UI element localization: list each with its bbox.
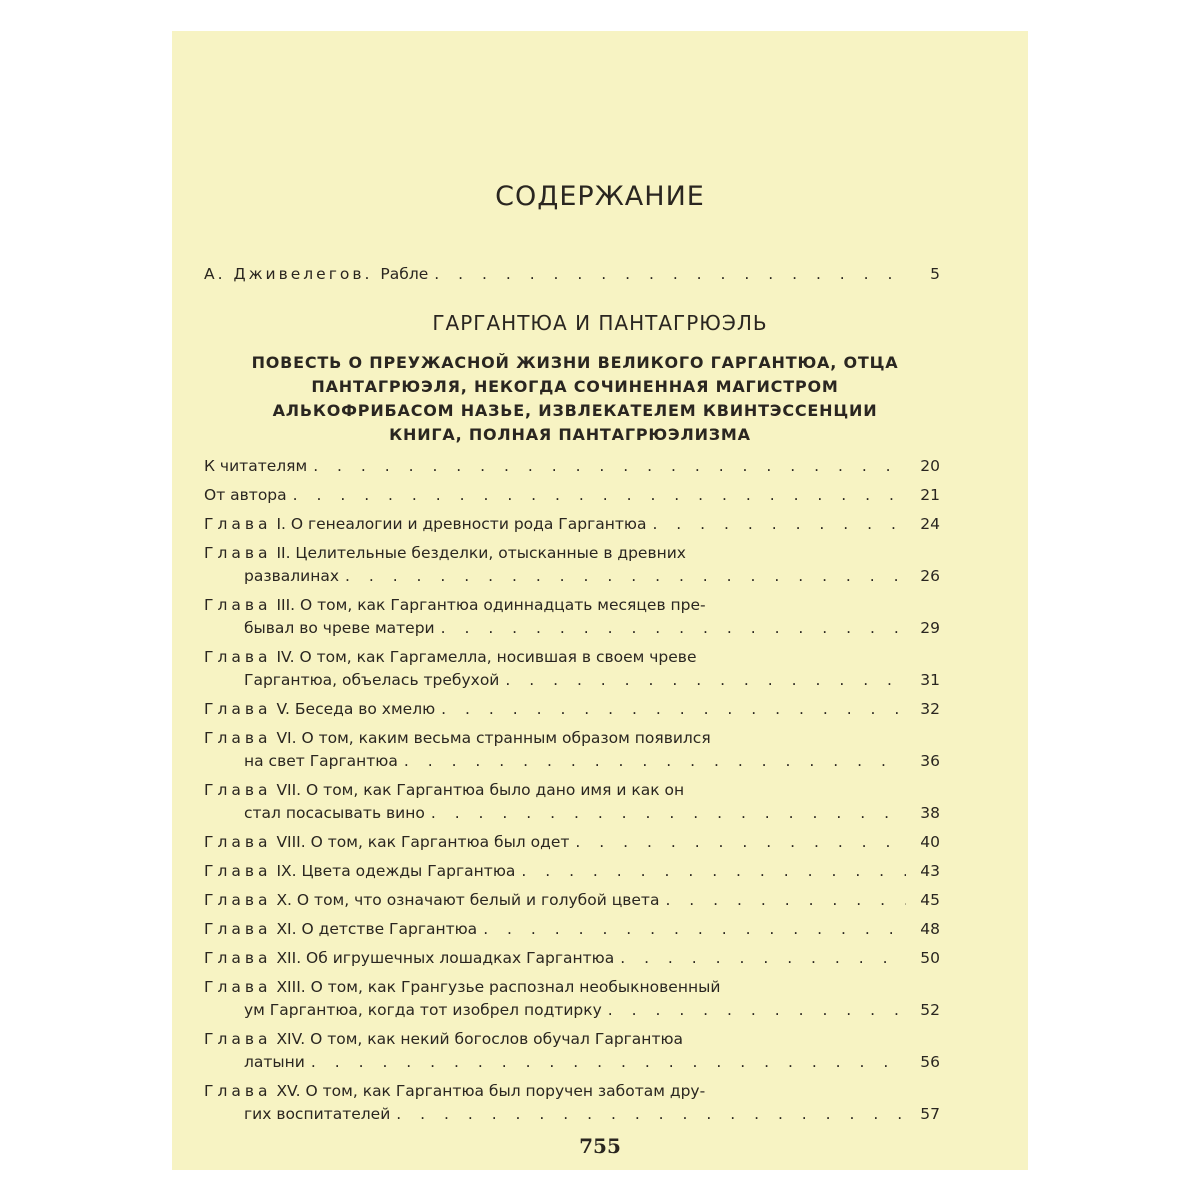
toc-entry-line — [204, 669, 940, 692]
toc-entry-line — [204, 1028, 940, 1051]
chapter-title: Гаргантюа, объелась требухой — [244, 671, 500, 689]
chapter-label: Глава — [204, 862, 272, 880]
chapter-title: XI. О детстве Гаргантюа — [276, 920, 478, 938]
chapter-label: Глава — [204, 700, 272, 718]
chapter-heading — [244, 669, 499, 692]
chapter-heading — [204, 831, 569, 854]
chapter-label: Глава — [204, 833, 272, 851]
chapter-title: IV. О том, как Гаргамелла, носившая в своем чреве — [276, 648, 697, 666]
toc-entry-line — [204, 779, 940, 802]
toc-entry — [204, 918, 940, 941]
chapter-label: Глава — [204, 949, 272, 967]
toc-page-number: 36 — [920, 752, 940, 770]
table-of-contents — [204, 455, 940, 1132]
chapter-title: От автора — [204, 486, 287, 504]
subtitle-line: ПАНТАГРЮЭЛЯ, НЕКОГДА СОЧИНЕННАЯ МАГИСТРОМ — [311, 377, 839, 396]
toc-page-number: 45 — [920, 891, 940, 909]
toc-page-number: 29 — [920, 619, 940, 637]
dot-leader — [339, 565, 906, 588]
dot-leader — [287, 484, 906, 507]
chapter-label: Глава — [204, 596, 272, 614]
chapter-title: на свет Гаргантюа — [244, 752, 398, 770]
chapter-title: XIII. О том, как Грангузье распознал необыкновенный — [276, 978, 721, 996]
toc-entry-line — [204, 455, 940, 478]
page-number: 755 — [579, 1134, 621, 1158]
dot-leader — [435, 698, 906, 721]
book-page — [172, 31, 1028, 1170]
toc-page-number: 24 — [920, 515, 940, 533]
chapter-heading — [204, 698, 435, 721]
toc-entry — [204, 542, 940, 588]
toc-entry-line — [204, 565, 940, 588]
chapter-title: XIV. О том, как некий богослов обучал Гаргантюа — [276, 1030, 684, 1048]
chapter-heading — [204, 860, 515, 883]
subtitle-line: ПОВЕСТЬ О ПРЕУЖАСНОЙ ЖИЗНИ ВЕЛИКОГО ГАРГАНТЮА, ОТЦА — [251, 353, 899, 372]
chapter-title: гих воспитателей — [244, 1105, 391, 1123]
chapter-heading — [204, 918, 477, 941]
toc-entry — [204, 976, 940, 1022]
toc-entry-line — [204, 1080, 940, 1103]
chapter-label: Глава — [204, 515, 272, 533]
chapter-label: Глава — [204, 891, 272, 909]
toc-page-number: 21 — [920, 486, 940, 504]
chapter-title: латыни — [244, 1053, 305, 1071]
toc-entry-line — [204, 889, 940, 912]
toc-page-number: 31 — [920, 671, 940, 689]
chapter-title: VII. О том, как Гаргантюа было дано имя и как он — [276, 781, 685, 799]
chapter-title: бывал во чреве матери — [244, 619, 435, 637]
intro-entry — [204, 265, 940, 283]
chapter-heading — [244, 750, 398, 773]
dot-leader — [646, 513, 906, 536]
toc-entry — [204, 1080, 940, 1126]
toc-entry-line — [204, 999, 940, 1022]
chapter-label: Глава — [204, 544, 272, 562]
toc-entry-line — [204, 646, 940, 669]
intro-work: Рабле — [380, 265, 429, 283]
toc-entry-line — [204, 594, 940, 617]
toc-entry — [204, 455, 940, 478]
dot-leader — [659, 889, 906, 912]
toc-page-number: 50 — [920, 949, 940, 967]
dot-leader — [428, 265, 906, 283]
toc-entry-line — [204, 727, 940, 750]
chapter-title: развалинах — [244, 567, 339, 585]
chapter-heading — [204, 513, 646, 536]
chapter-label: Глава — [204, 978, 272, 996]
toc-entry — [204, 860, 940, 883]
page-title: СОДЕРЖАНИЕ — [495, 181, 705, 212]
dot-leader — [569, 831, 906, 854]
chapter-title: К читателям — [204, 457, 308, 475]
section-title: ГАРГАНТЮА И ПАНТАГРЮЭЛЬ — [432, 311, 768, 335]
chapter-title: ум Гаргантюа, когда тот изобрел подтирку — [244, 1001, 602, 1019]
toc-page-number: 40 — [920, 833, 940, 851]
chapter-label: Глава — [204, 781, 272, 799]
toc-entry — [204, 831, 940, 854]
dot-leader — [307, 455, 906, 478]
toc-entry-line — [204, 542, 940, 565]
chapter-heading — [244, 999, 602, 1022]
chapter-label: Глава — [204, 648, 272, 666]
chapter-title: стал посасывать вино — [244, 804, 425, 822]
toc-entry — [204, 646, 940, 692]
chapter-heading — [244, 1051, 305, 1074]
chapter-label: Глава — [204, 1030, 272, 1048]
chapter-title: V. Беседа во хмелю — [276, 700, 436, 718]
toc-page-number: 26 — [920, 567, 940, 585]
chapter-title: I. О генеалогии и древности рода Гаргантюа — [276, 515, 647, 533]
chapter-heading — [244, 617, 435, 640]
toc-page-number: 52 — [920, 1001, 940, 1019]
toc-entry-line — [204, 750, 940, 773]
toc-entry-line — [204, 698, 940, 721]
toc-entry-line — [204, 831, 940, 854]
chapter-title: IX. Цвета одежды Гаргантюа — [276, 862, 516, 880]
chapter-title: XII. Об игрушечных лошадках Гаргантюа — [276, 949, 615, 967]
toc-entry-line — [204, 860, 940, 883]
chapter-title: II. Целительные безделки, отысканные в древних — [276, 544, 686, 562]
toc-entry — [204, 727, 940, 773]
toc-page-number: 20 — [920, 457, 940, 475]
toc-entry-line — [204, 976, 940, 999]
book-title: КНИГА, ПОЛНАЯ ПАНТАГРЮЭЛИЗМА — [389, 425, 751, 444]
toc-page-number: 38 — [920, 804, 940, 822]
chapter-title: III. О том, как Гаргантюа одиннадцать месяцев пре- — [276, 596, 706, 614]
toc-entry-line — [204, 802, 940, 825]
dot-leader — [390, 1103, 906, 1126]
dot-leader — [477, 918, 906, 941]
toc-entry-line — [204, 1051, 940, 1074]
dot-leader — [435, 617, 906, 640]
chapter-heading — [204, 484, 287, 507]
toc-entry — [204, 1028, 940, 1074]
toc-entry — [204, 779, 940, 825]
intro-page-number: 5 — [930, 265, 940, 283]
toc-entry-line — [204, 617, 940, 640]
toc-entry — [204, 594, 940, 640]
chapter-heading — [244, 565, 339, 588]
chapter-heading — [244, 802, 425, 825]
chapter-title: VI. О том, каким весьма странным образом появился — [276, 729, 711, 747]
chapter-label: Глава — [204, 1082, 272, 1100]
toc-entry — [204, 698, 940, 721]
intro-author: А. Дживелегов. — [204, 265, 373, 283]
toc-entry — [204, 947, 940, 970]
toc-page-number: 56 — [920, 1053, 940, 1071]
chapter-title: VIII. О том, как Гаргантюа был одет — [276, 833, 570, 851]
toc-page-number: 48 — [920, 920, 940, 938]
dot-leader — [398, 750, 906, 773]
dot-leader — [614, 947, 906, 970]
toc-page-number: 57 — [920, 1105, 940, 1123]
chapter-label: Глава — [204, 920, 272, 938]
toc-page-number: 32 — [920, 700, 940, 718]
toc-entry — [204, 484, 940, 507]
subtitle-line: АЛЬКОФРИБАСОМ НАЗЬЕ, ИЗВЛЕКАТЕЛЕМ КВИНТЭССЕНЦИИ — [272, 401, 878, 420]
section-subtitle — [202, 351, 948, 423]
dot-leader — [515, 860, 906, 883]
dot-leader — [499, 669, 906, 692]
toc-entry-line — [204, 513, 940, 536]
toc-entry — [204, 513, 940, 536]
toc-page-number: 43 — [920, 862, 940, 880]
toc-entry-line — [204, 484, 940, 507]
dot-leader — [425, 802, 906, 825]
chapter-title: X. О том, что означают белый и голубой цвета — [276, 891, 660, 909]
toc-entry-line — [204, 1103, 940, 1126]
toc-entry-line — [204, 918, 940, 941]
dot-leader — [602, 999, 906, 1022]
dot-leader — [305, 1051, 906, 1074]
chapter-title: XV. О том, как Гаргантюа был поручен заботам дру- — [276, 1082, 706, 1100]
chapter-heading — [204, 947, 614, 970]
toc-entry — [204, 889, 940, 912]
toc-entry-line — [204, 947, 940, 970]
chapter-heading — [244, 1103, 390, 1126]
chapter-heading — [204, 455, 307, 478]
chapter-label: Глава — [204, 729, 272, 747]
chapter-heading — [204, 889, 659, 912]
